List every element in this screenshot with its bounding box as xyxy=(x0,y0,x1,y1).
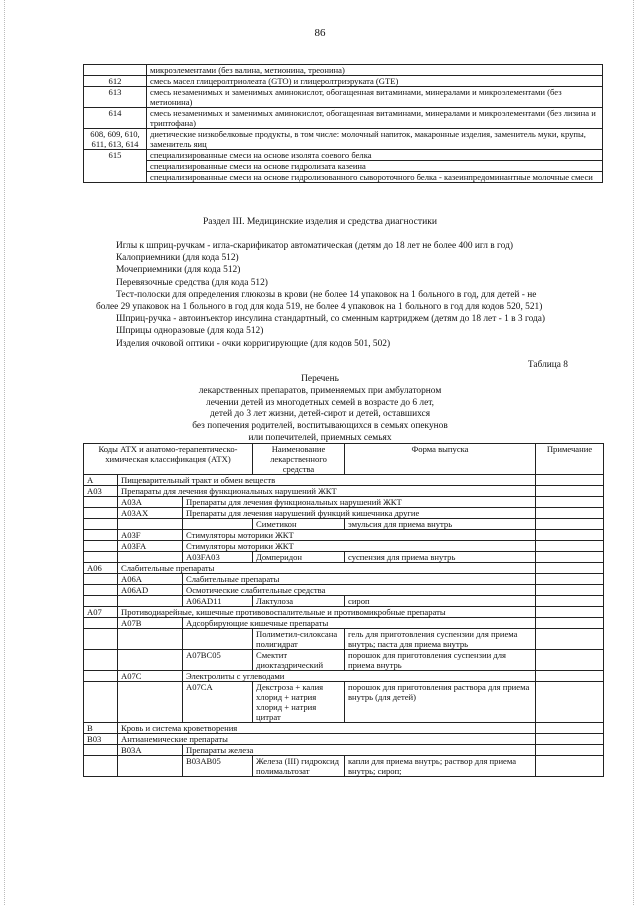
table-heading xyxy=(170,374,470,445)
empty-cell xyxy=(84,650,118,671)
heading-line: лечении детей из многодетных семей в возрасте до 6 лет, xyxy=(206,397,434,408)
group-title-cell: Слабительные препараты xyxy=(118,563,536,574)
code-cell: 615 xyxy=(84,150,147,183)
table-row xyxy=(84,541,604,552)
empty-cell xyxy=(84,574,118,585)
empty-cell xyxy=(118,596,183,607)
table-row xyxy=(84,629,604,650)
header-atc: Коды АТХ и анатомо-терапевтическо-химическая классификация (АТХ) xyxy=(84,444,253,475)
description-cell: специализированные смеси на основе изолята соевого белка xyxy=(147,150,603,161)
atc-code-cell: A03A xyxy=(118,497,183,508)
group-title-cell: Стимуляторы моторики ЖКТ xyxy=(183,541,536,552)
empty-cell xyxy=(84,629,118,650)
top-continuation-table xyxy=(83,64,603,183)
group-title-cell: Препараты для лечения нарушений функций кишечника другие xyxy=(183,508,536,519)
atc-code-cell: A07BC05 xyxy=(183,650,253,671)
atc-code-cell: B03A xyxy=(118,745,183,756)
table-row xyxy=(84,596,604,607)
table-row xyxy=(84,552,604,563)
heading-line: лекарственных препаратов, применяемых при амбулаторном xyxy=(198,385,442,396)
note-cell xyxy=(536,475,604,486)
heading-line: без попечения родителей, воспитывающихся в семьях опекунов xyxy=(192,421,448,432)
atc-code-cell: A03 xyxy=(84,486,118,497)
empty-cell xyxy=(84,618,118,629)
drug-name-cell: Железа (III) гидроксид полимальтозат xyxy=(253,756,345,777)
atc-code-cell: A07C xyxy=(118,671,183,682)
empty-cell xyxy=(84,497,118,508)
table-label: Таблица 8 xyxy=(527,360,568,370)
table-row xyxy=(84,108,603,129)
note-cell xyxy=(536,607,604,618)
heading-line: или попечителей, приемных семьях xyxy=(248,432,392,443)
empty-cell xyxy=(84,745,118,756)
group-title-cell: Препараты для лечения функциональных нарушений ЖКТ xyxy=(118,486,536,497)
note-cell xyxy=(536,585,604,596)
dosage-form-cell: сироп xyxy=(345,596,536,607)
empty-cell xyxy=(84,541,118,552)
code-cell: 608, 609, 610, 611, 613, 614 xyxy=(84,129,147,150)
section-item: Перевязочные средства (для кода 512) xyxy=(116,277,268,288)
table-row xyxy=(84,65,603,76)
empty-cell xyxy=(84,530,118,541)
section-item: Шприц-ручка - автоинъектор инсулина стандартный, со сменным картриджем (детям до 18 лет - 1 в 3 года) xyxy=(116,314,546,325)
heading-line: Перечень xyxy=(301,374,339,384)
section-item: Изделия очковой оптики - очки корригирующие (для кодов 501, 502) xyxy=(116,338,391,349)
note-cell xyxy=(536,734,604,745)
description-cell: смесь масел глицеролтриолеата (GTO) и глицеролтриэруката (GTE) xyxy=(147,76,603,87)
note-cell xyxy=(536,563,604,574)
empty-cell xyxy=(118,629,183,650)
table-row xyxy=(84,150,603,161)
group-title-cell: Противодиарейные, кишечные противовоспалительные и противомикробные препараты xyxy=(118,607,536,618)
description-cell: смесь незаменимых и заменимых аминокислот, обогащенная витаминами, минералами и микроэлементами (без метионина) xyxy=(147,87,603,108)
left-page-edge xyxy=(4,0,6,905)
group-title-cell: Кровь и система кроветворения xyxy=(118,723,536,734)
note-cell xyxy=(536,574,604,585)
empty-cell xyxy=(118,682,183,723)
table-row xyxy=(84,172,603,183)
drug-name-cell: Симетикон xyxy=(253,519,345,530)
empty-cell xyxy=(118,650,183,671)
note-cell xyxy=(536,723,604,734)
group-title-cell: Адсорбирующие кишечные препараты xyxy=(183,618,536,629)
note-cell xyxy=(536,508,604,519)
empty-cell xyxy=(84,671,118,682)
drug-name-cell: Лактулоза xyxy=(253,596,345,607)
group-title-cell: Препараты железа xyxy=(183,745,536,756)
header-note: Примечание xyxy=(536,444,604,475)
dosage-form-cell: эмульсия для приема внутрь xyxy=(345,519,536,530)
empty-cell xyxy=(84,596,118,607)
empty-cell xyxy=(84,508,118,519)
atc-code-cell: A06 xyxy=(84,563,118,574)
note-cell xyxy=(536,541,604,552)
section-item-list xyxy=(96,240,604,350)
note-cell xyxy=(536,671,604,682)
description-cell: специализированные смеси на основе гидролизованного сывороточного белка - казеинпредоминантные молочные смеси xyxy=(147,172,603,183)
empty-cell xyxy=(84,552,118,563)
dosage-form-cell: капли для приема внутрь; раствор для приема внутрь; сироп; xyxy=(345,756,536,777)
atc-code-cell: A03F xyxy=(118,530,183,541)
note-cell xyxy=(536,552,604,563)
table-row xyxy=(84,756,604,777)
group-title-cell: Осмотические слабительные средства xyxy=(183,585,536,596)
description-cell: диетические низкобелковые продукты, в том числе: молочный напиток, макаронные изделия, заменитель муки, крупы, заменитель яиц xyxy=(147,129,603,150)
table-row xyxy=(84,475,604,486)
table-row xyxy=(84,87,603,108)
group-title-cell: Антианемические препараты xyxy=(118,734,536,745)
heading-line: детей до 3 лет жизни, детей-сирот и детей, оставшихся xyxy=(209,409,431,420)
note-cell xyxy=(536,486,604,497)
empty-cell xyxy=(84,756,118,777)
atc-code-cell: A07B xyxy=(118,618,183,629)
atc-code-cell: A07 xyxy=(84,607,118,618)
section-title: Раздел III. Медицинские изделия и средства диагностики xyxy=(202,216,438,227)
atc-code-cell: A06AD11 xyxy=(183,596,253,607)
atc-code-cell: A03AX xyxy=(118,508,183,519)
table-row xyxy=(84,519,604,530)
group-title-cell: Пищеварительный тракт и обмен веществ xyxy=(118,475,536,486)
table-row xyxy=(84,682,604,723)
dosage-form-cell: гель для приготовления суспензии для приема внутрь; паста для приема внутрь xyxy=(345,629,536,650)
empty-cell xyxy=(118,756,183,777)
table-row xyxy=(84,745,604,756)
atc-code-cell: A06AD xyxy=(118,585,183,596)
note-cell xyxy=(536,618,604,629)
section-item: Тест-полоски для определения глюкозы в крови (не более 14 упаковок на 1 больного в год, для детей - не xyxy=(116,289,537,300)
table-row xyxy=(84,486,604,497)
atc-code-cell xyxy=(183,519,253,530)
table-row xyxy=(84,530,604,541)
code-cell: 614 xyxy=(84,108,147,129)
empty-cell xyxy=(118,552,183,563)
atc-code-cell: B03 xyxy=(84,734,118,745)
group-title-cell: Слабительные препараты xyxy=(183,574,536,585)
table-row xyxy=(84,508,604,519)
note-cell xyxy=(536,629,604,650)
atc-code-cell: A07CA xyxy=(183,682,253,723)
empty-cell xyxy=(84,519,118,530)
code-cell: 613 xyxy=(84,87,147,108)
table-row xyxy=(84,671,604,682)
empty-cell xyxy=(84,682,118,723)
table-row xyxy=(84,76,603,87)
dosage-form-cell: суспензия для приема внутрь xyxy=(345,552,536,563)
description-cell: специализированные смеси на основе гидролизата казеина xyxy=(147,161,603,172)
table-row xyxy=(84,161,603,172)
table-row xyxy=(84,734,604,745)
table-row xyxy=(84,618,604,629)
atc-code-cell: A03FA03 xyxy=(183,552,253,563)
note-cell xyxy=(536,530,604,541)
drug-name-cell: Смектит диоктаэдрический xyxy=(253,650,345,671)
dosage-form-cell: порошок для приготовления раствора для приема внутрь (для детей) xyxy=(345,682,536,723)
drug-name-cell: Декстроза + калия хлорид + натрия хлорид + натрия цитрат xyxy=(253,682,345,723)
note-cell xyxy=(536,596,604,607)
note-cell xyxy=(536,519,604,530)
table-row xyxy=(84,607,604,618)
group-title-cell: Препараты для лечения функциональных нарушений ЖКТ xyxy=(183,497,536,508)
drug-name-cell: Полиметил-силоксана полигидрат xyxy=(253,629,345,650)
description-cell: смесь незаменимых и заменимых аминокислот, обогащенная витаминами, минералами и микроэлементами (без лизина и триптофана) xyxy=(147,108,603,129)
section-item: Мочеприемники (для кода 512) xyxy=(116,265,241,276)
table-row xyxy=(84,585,604,596)
description-cell: микроэлементами (без валина, метионина, треонина) xyxy=(147,65,603,76)
drug-table xyxy=(83,443,604,777)
atc-code-cell: B xyxy=(84,723,118,734)
table-row xyxy=(84,650,604,671)
table-row xyxy=(84,563,604,574)
empty-cell xyxy=(118,519,183,530)
atc-code-cell: A03FA xyxy=(118,541,183,552)
table-header-row xyxy=(84,444,604,475)
atc-code-cell: B03AB05 xyxy=(183,756,253,777)
table-row xyxy=(84,723,604,734)
drug-name-cell: Домперидон xyxy=(253,552,345,563)
section-item: Шприцы одноразовые (для кода 512) xyxy=(116,326,264,337)
section-item: Иглы к шприц-ручкам - игла-скарификатор автоматическая (детям до 18 лет не более 400 игл в год) xyxy=(116,241,513,251)
note-cell xyxy=(536,682,604,723)
header-form: Форма выпуска xyxy=(345,444,536,475)
atc-code-cell: A xyxy=(84,475,118,486)
group-title-cell: Электролиты с углеводами xyxy=(183,671,536,682)
atc-code-cell xyxy=(183,629,253,650)
note-cell xyxy=(536,650,604,671)
page-number: 86 xyxy=(314,27,326,39)
dosage-form-cell: порошок для приготовления суспензии для приема внутрь xyxy=(345,650,536,671)
table-row xyxy=(84,574,604,585)
group-title-cell: Стимуляторы моторики ЖКТ xyxy=(183,530,536,541)
empty-cell xyxy=(84,585,118,596)
note-cell xyxy=(536,756,604,777)
note-cell xyxy=(536,497,604,508)
header-name: Наименование лекарственного средства xyxy=(253,444,345,475)
table-row xyxy=(84,497,604,508)
section-item: Калоприемники (для кода 512) xyxy=(116,253,239,264)
code-cell xyxy=(84,65,147,76)
right-page-edge xyxy=(633,0,635,905)
code-cell: 612 xyxy=(84,76,147,87)
section-item: более 29 упаковок на 1 больного в год для кода 519, не более 4 упаковок на 1 больного в год для кодов 520, 521) xyxy=(96,302,543,313)
note-cell xyxy=(536,745,604,756)
atc-code-cell: A06A xyxy=(118,574,183,585)
table-row xyxy=(84,129,603,150)
